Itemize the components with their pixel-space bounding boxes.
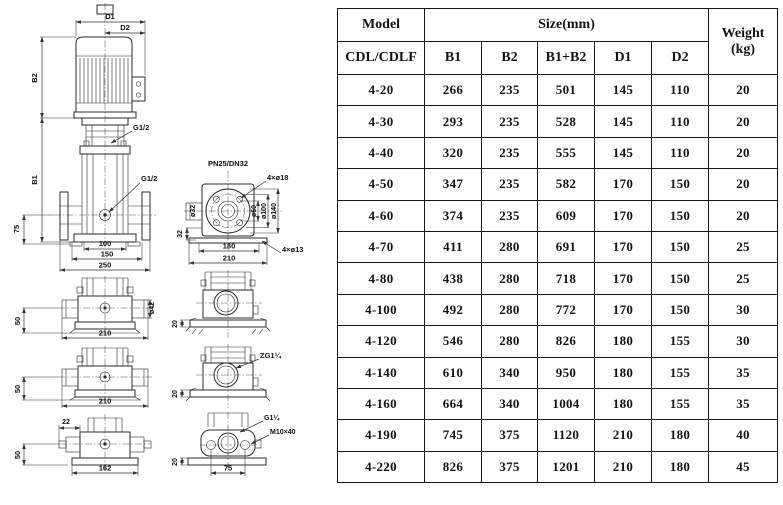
value-cell: 826: [425, 451, 482, 482]
top-view: [177, 159, 303, 265]
side3-thread-label: G1¼: [264, 415, 280, 422]
size-group-header: Size(mm): [425, 9, 709, 42]
table-row: [338, 388, 778, 419]
model-cell: 4-190: [338, 420, 425, 451]
header-row-1: [338, 9, 778, 42]
table-row: [338, 75, 778, 106]
value-cell: 1004: [538, 388, 595, 419]
value-cell: 30: [709, 326, 778, 357]
value-cell: 145: [595, 106, 652, 137]
table-row: [338, 106, 778, 137]
side-view-3: [172, 412, 296, 476]
value-cell: 150: [652, 200, 709, 231]
thread-label-g12-lower: G1/2: [141, 174, 158, 183]
value-cell: 1120: [538, 420, 595, 451]
table-row: [338, 200, 778, 231]
value-cell: 170: [595, 169, 652, 200]
col-header-b1b2: B1+B2: [538, 42, 595, 75]
value-cell: 25: [709, 263, 778, 294]
value-cell: 772: [538, 294, 595, 325]
bolt-holes-bottom-label: 4×ø13: [282, 245, 304, 254]
value-cell: 150: [652, 169, 709, 200]
value-cell: 501: [538, 75, 595, 106]
col-header-d1: D1: [595, 42, 652, 75]
value-cell: 20: [709, 200, 778, 231]
dim-label-100: 100: [98, 239, 112, 248]
col-header-b2: B2: [482, 42, 538, 75]
value-cell: 25: [709, 231, 778, 262]
dimension-table-panel: [337, 8, 778, 483]
value-cell: 210: [595, 420, 652, 451]
value-cell: 155: [652, 388, 709, 419]
dim180-label: 180: [222, 241, 236, 251]
value-cell: 340: [482, 388, 538, 419]
dim-label-75: 75: [12, 224, 21, 234]
main-front-view: [12, 3, 157, 272]
value-cell: 1201: [538, 451, 595, 482]
dimension-table: [337, 8, 778, 483]
value-cell: 411: [425, 231, 482, 262]
value-cell: 155: [652, 326, 709, 357]
value-cell: 180: [652, 451, 709, 482]
pn-dn-label: PN25/DN32: [207, 159, 249, 168]
table-row: [338, 231, 778, 262]
dia100-label: ø100: [261, 203, 268, 219]
value-cell: 20: [709, 106, 778, 137]
value-cell: 20: [709, 137, 778, 168]
dia140-label: ø140: [271, 203, 278, 219]
table-row: [338, 451, 778, 482]
model-cell: 4-80: [338, 263, 425, 294]
value-cell: 492: [425, 294, 482, 325]
base-view-3: [13, 414, 151, 476]
model-cell: 4-60: [338, 200, 425, 231]
value-cell: 45: [709, 451, 778, 482]
value-cell: 235: [482, 137, 538, 168]
value-cell: 950: [538, 357, 595, 388]
side3-dim20: 20: [172, 458, 179, 466]
thread-label-g12-upper: G1/2: [133, 123, 150, 132]
value-cell: 691: [538, 231, 595, 262]
dia60-label: ø60: [251, 204, 258, 218]
side2-thread-label: ZG1¼: [260, 351, 281, 360]
model-cell: 4-20: [338, 75, 425, 106]
model-cell: 4-70: [338, 231, 425, 262]
base2-dim210: 210: [98, 396, 112, 406]
value-cell: 745: [425, 420, 482, 451]
value-cell: 610: [425, 357, 482, 388]
value-cell: 150: [652, 294, 709, 325]
table-row: [338, 326, 778, 357]
value-cell: 347: [425, 169, 482, 200]
side3-bolt-label: M10×40: [270, 429, 296, 436]
value-cell: 609: [538, 200, 595, 231]
dim-label-150: 150: [100, 249, 114, 259]
value-cell: 826: [538, 326, 595, 357]
value-cell: 664: [425, 388, 482, 419]
value-cell: 374: [425, 200, 482, 231]
model-header: Model: [338, 9, 425, 42]
col-header-d2: D2: [652, 42, 709, 75]
table-row: [338, 357, 778, 388]
model-cell: 4-50: [338, 169, 425, 200]
dim-label-d1: D1: [105, 12, 115, 21]
base1-dim50: 50: [13, 316, 22, 326]
model-cell: 4-160: [338, 388, 425, 419]
value-cell: 20: [709, 75, 778, 106]
dim-label-250: 250: [98, 260, 112, 270]
value-cell: 150: [652, 263, 709, 294]
value-cell: 110: [652, 106, 709, 137]
pump-drawing-svg: [0, 0, 335, 500]
value-cell: 155: [652, 357, 709, 388]
value-cell: 180: [595, 357, 652, 388]
value-cell: 170: [595, 263, 652, 294]
base3-dim22: 22: [62, 419, 70, 426]
model-cell: 4-30: [338, 106, 425, 137]
weight-header-line1: Weight: [721, 25, 765, 41]
value-cell: 235: [482, 200, 538, 231]
base2-dim50: 50: [13, 384, 22, 394]
model-cell: 4-140: [338, 357, 425, 388]
model-cell: 4-40: [338, 137, 425, 168]
value-cell: 320: [425, 137, 482, 168]
side3-dim75: 75: [223, 463, 233, 473]
value-cell: 210: [595, 451, 652, 482]
value-cell: 235: [482, 75, 538, 106]
weight-header: [709, 9, 778, 75]
dia32-label: ø32: [190, 204, 197, 218]
value-cell: 546: [425, 326, 482, 357]
side2-dim20: 20: [172, 390, 179, 398]
weight-header-line2: (kg): [730, 41, 756, 57]
base-view-1: [13, 276, 156, 340]
value-cell: 145: [595, 137, 652, 168]
value-cell: 170: [595, 231, 652, 262]
value-cell: 280: [482, 231, 538, 262]
dim-label-b2: B2: [30, 73, 39, 83]
value-cell: 235: [482, 106, 538, 137]
value-cell: 180: [595, 388, 652, 419]
value-cell: 110: [652, 75, 709, 106]
value-cell: 40: [709, 420, 778, 451]
value-cell: 30: [709, 294, 778, 325]
value-cell: 35: [709, 388, 778, 419]
model-cell: 4-100: [338, 294, 425, 325]
value-cell: 145: [595, 75, 652, 106]
dim-label-b1: B1: [30, 175, 39, 185]
col-header-b1: B1: [425, 42, 482, 75]
pump-technical-drawing: [0, 0, 335, 500]
value-cell: 35: [709, 357, 778, 388]
value-cell: 170: [595, 294, 652, 325]
side1-dim20: 20: [172, 320, 179, 328]
value-cell: 180: [595, 326, 652, 357]
model-series-header: CDL/CDLF: [338, 42, 425, 75]
value-cell: 555: [538, 137, 595, 168]
table-body: [338, 75, 778, 483]
dim210-top-label: 210: [222, 253, 236, 263]
base-view-2: [13, 346, 152, 408]
value-cell: 293: [425, 106, 482, 137]
value-cell: 280: [482, 263, 538, 294]
value-cell: 582: [538, 169, 595, 200]
base3-dim50: 50: [13, 450, 22, 460]
dim-label-d2: D2: [120, 23, 130, 32]
side-view-1: [172, 270, 270, 338]
value-cell: 20: [709, 169, 778, 200]
value-cell: 438: [425, 263, 482, 294]
value-cell: 280: [482, 294, 538, 325]
value-cell: 150: [652, 231, 709, 262]
table-row: [338, 263, 778, 294]
value-cell: 266: [425, 75, 482, 106]
value-cell: 110: [652, 137, 709, 168]
value-cell: 235: [482, 169, 538, 200]
table-row: [338, 137, 778, 168]
table-row: [338, 294, 778, 325]
base1-dia42: ø42: [149, 301, 156, 315]
model-cell: 4-220: [338, 451, 425, 482]
side-view-2: [172, 344, 282, 408]
value-cell: 718: [538, 263, 595, 294]
value-cell: 170: [595, 200, 652, 231]
value-cell: 340: [482, 357, 538, 388]
value-cell: 180: [652, 420, 709, 451]
table-row: [338, 169, 778, 200]
bolt-holes-top-label: 4×ø18: [267, 173, 289, 182]
value-cell: 375: [482, 420, 538, 451]
base3-dim162: 162: [98, 463, 112, 473]
value-cell: 280: [482, 326, 538, 357]
table-row: [338, 420, 778, 451]
model-cell: 4-120: [338, 326, 425, 357]
base1-dim210: 210: [98, 328, 112, 338]
dim32-label: 32: [177, 230, 184, 238]
value-cell: 375: [482, 451, 538, 482]
value-cell: 528: [538, 106, 595, 137]
